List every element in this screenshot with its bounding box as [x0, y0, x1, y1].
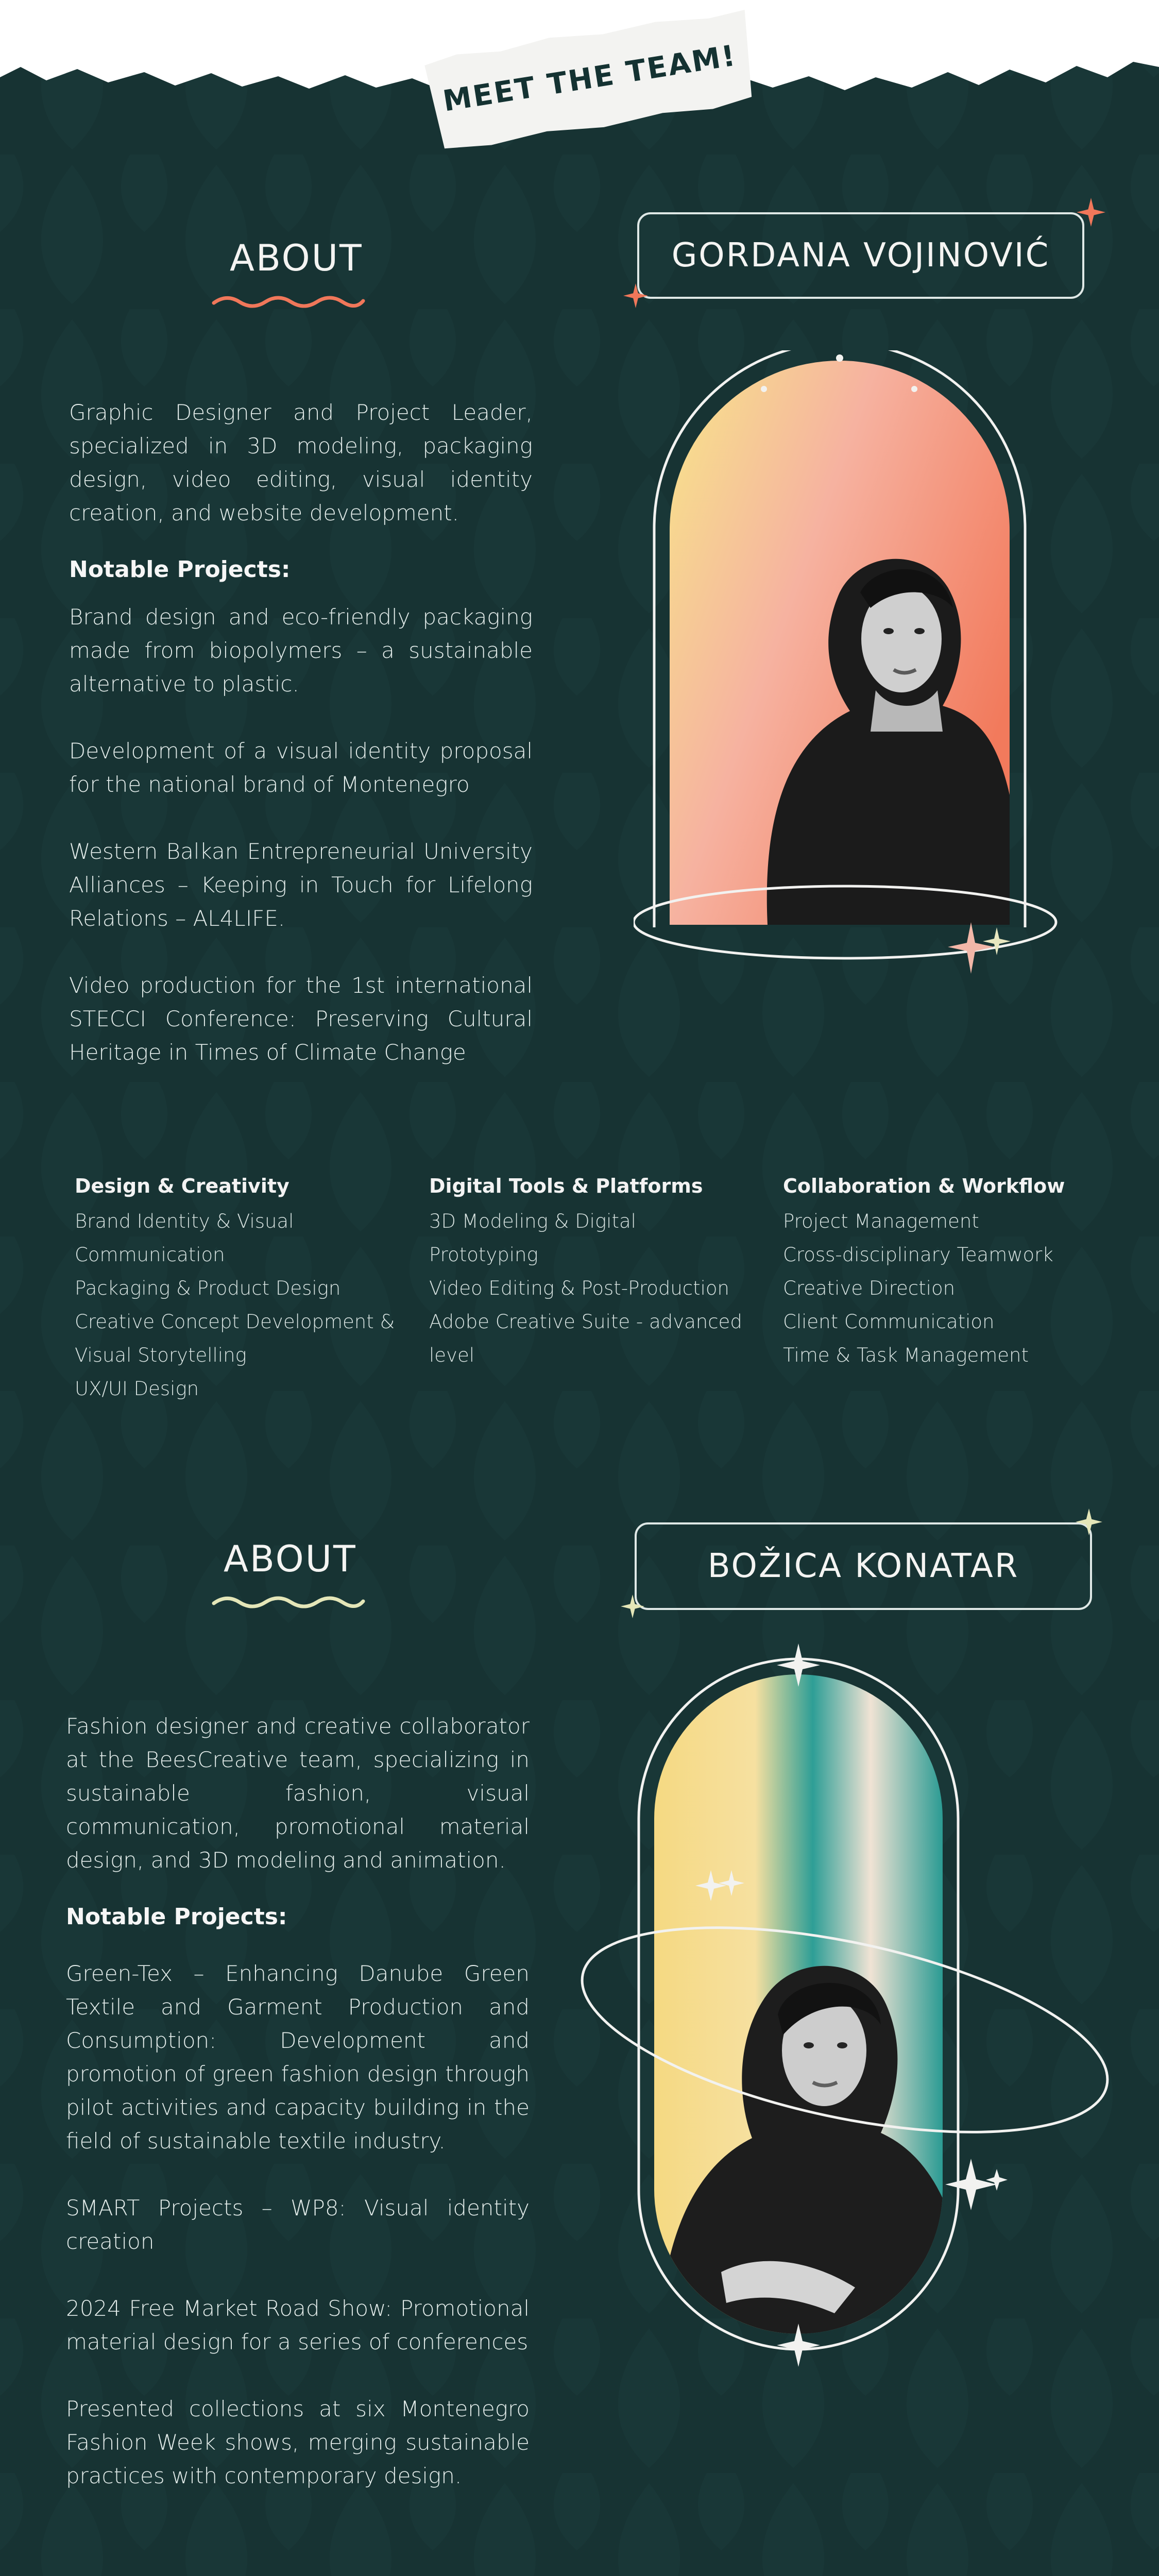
portrait-bozica — [567, 1643, 1123, 2380]
skill-item: Video Editing & Post-Production — [429, 1277, 730, 1299]
about-heading: ABOUT — [224, 1538, 357, 1580]
project-item: Green-Tex – Enhancing Danube Green Textile and Garment Production and Consumption: Development and promotion of green fashion design through pilot activities and capacity building in the field of sustainable textile industry. — [66, 1961, 530, 2154]
skill-item: Client Communication — [783, 1311, 995, 1333]
bio-text: Fashion designer and creative collaborator at the BeesCreative team, specializing in sustainable fashion, visual communication, promotional material design, and 3D modeling and animation. — [66, 1714, 530, 1873]
skill-item: Packaging & Product Design — [75, 1277, 341, 1299]
skill-item: UX/UI Design — [75, 1378, 199, 1400]
project-item: 2024 Free Market Road Show: Promotional material design for a series of conferences — [66, 2296, 530, 2354]
skill-item: Brand Identity & Visual — [75, 1210, 294, 1232]
project-item: Western Balkan Entrepreneurial University Alliances – Keeping in Touch for Lifelong Relations – AL4LIFE. — [69, 839, 533, 931]
skill-item: Adobe Creative Suite - advanced — [429, 1311, 742, 1333]
meet-the-team-badge — [422, 32, 757, 130]
project-item: Presented collections at six Montenegro Fashion Week shows, merging sustainable practices with contemporary design. — [66, 2396, 530, 2488]
notable-projects-label: Notable Projects: — [69, 556, 291, 583]
project-item: SMART Projects – WP8: Visual identity creation — [66, 2195, 530, 2254]
project-item: Brand design and eco-friendly packaging made from biopolymers – a sustainable alternative to plastic. — [69, 604, 533, 697]
bio-block — [69, 396, 533, 1069]
skills-title: Digital Tools & Platforms — [429, 1175, 703, 1197]
skills-column-design — [75, 1175, 404, 1405]
member-name: GORDANA VOJINOVIĆ — [671, 236, 1050, 275]
project-item: Video production for the 1st international STECCI Conference: Preserving Cultural Heritage in Times of Climate Change — [69, 973, 533, 1065]
skill-item: Creative Direction — [783, 1277, 956, 1299]
sparkle-icon — [1076, 1509, 1102, 1535]
sparkle-icon — [1077, 198, 1105, 227]
skill-item: Visual Storytelling — [75, 1344, 247, 1366]
skill-item: Project Management — [783, 1210, 979, 1232]
skills-column-collaboration — [783, 1175, 1113, 1372]
skill-item: Communication — [75, 1244, 225, 1266]
skills-column-digital — [429, 1175, 759, 1372]
skill-item: level — [429, 1344, 474, 1366]
skill-item: Prototyping — [429, 1244, 538, 1266]
notable-projects-label: Notable Projects: — [66, 1904, 287, 1930]
sparkle-icon — [623, 283, 648, 308]
bio-text: Graphic Designer and Project Leader, specialized in 3D modeling, packaging design, video editing, visual identity creation, and website development. — [69, 400, 533, 526]
badge-title: MEET THE TEAM! — [440, 39, 739, 118]
portrait-gordana — [634, 350, 1087, 989]
squiggle-underline — [211, 292, 366, 312]
skill-item: Time & Task Management — [783, 1344, 1029, 1366]
skills-title: Design & Creativity — [75, 1175, 289, 1197]
bio-block — [66, 1709, 530, 2493]
member-name-box — [635, 1522, 1092, 1610]
skill-item: Creative Concept Development & — [75, 1311, 395, 1333]
member-name: BOŽICA KONATAR — [707, 1547, 1019, 1585]
skill-item: 3D Modeling & Digital — [429, 1210, 636, 1232]
skill-item: Cross-disciplinary Teamwork — [783, 1244, 1053, 1266]
member-name-box — [637, 212, 1084, 299]
sparkle-icon — [621, 1595, 644, 1618]
skills-title: Collaboration & Workflow — [783, 1175, 1065, 1197]
project-item: Development of a visual identity proposal for the national brand of Montenegro — [69, 738, 533, 797]
squiggle-underline — [211, 1592, 366, 1613]
about-heading: ABOUT — [230, 237, 363, 279]
